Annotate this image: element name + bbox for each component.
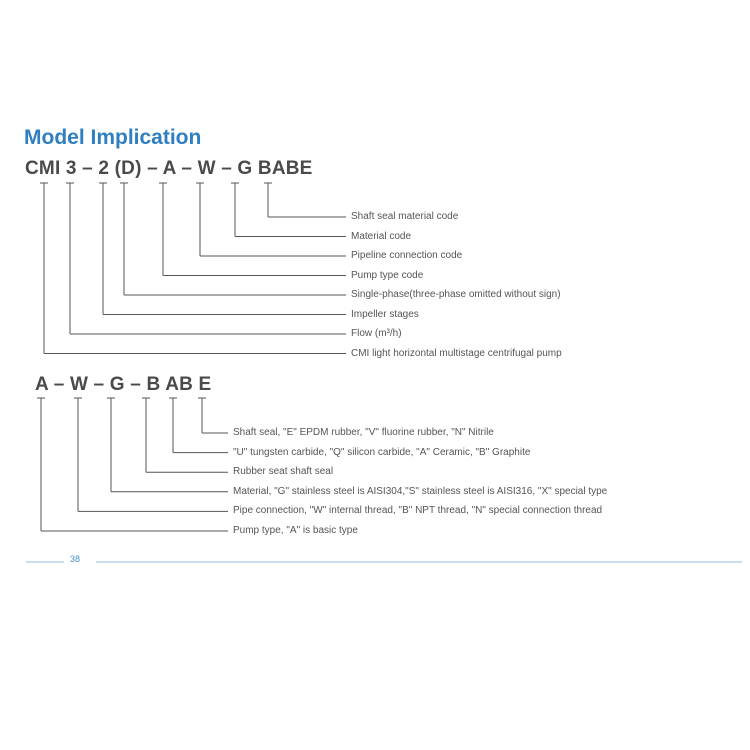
page-title: Model Implication [24, 126, 202, 149]
connector-label: Shaft seal material code [351, 211, 459, 222]
connector-label: Single-phase(three-phase omitted without sign) [351, 289, 561, 300]
connector-label: Pump type code [351, 269, 424, 281]
model-code-seal: A – W – G – B AB E [35, 374, 212, 395]
connector-label: Rubber seat shaft seal [233, 466, 334, 478]
connector-label: CMI light horizontal multistage centrifugal pump [351, 347, 562, 359]
connector-label: Material code [351, 230, 412, 242]
page-number: 38 [70, 554, 81, 564]
connector-label: Impeller stages [351, 308, 419, 320]
connector-label: Flow (m³/h) [351, 328, 402, 339]
model2-connectors [37, 398, 228, 531]
connector-label: Shaft seal, "E" EPDM rubber, "V" fluorine rubber, "N" Nitrile [233, 427, 494, 438]
model1-connectors [40, 183, 346, 354]
model-code-cmi: CMI 3 – 2 (D) – A – W – G BABE [25, 158, 313, 179]
connector-label: "U" tungsten carbide, "Q" silicon carbide, "A" Ceramic, "B" Graphite [233, 446, 531, 458]
connector-label: Pipeline connection code [351, 250, 463, 261]
connector-label: Pump type, "A" is basic type [233, 525, 358, 536]
connector-label: Pipe connection, "W" internal thread, "B" NPT thread, "N" special connection thread [233, 505, 603, 517]
connector-label: Material, "G" stainless steel is AISI304,"S" stainless steel is AISI316, "X" special type [233, 485, 608, 497]
